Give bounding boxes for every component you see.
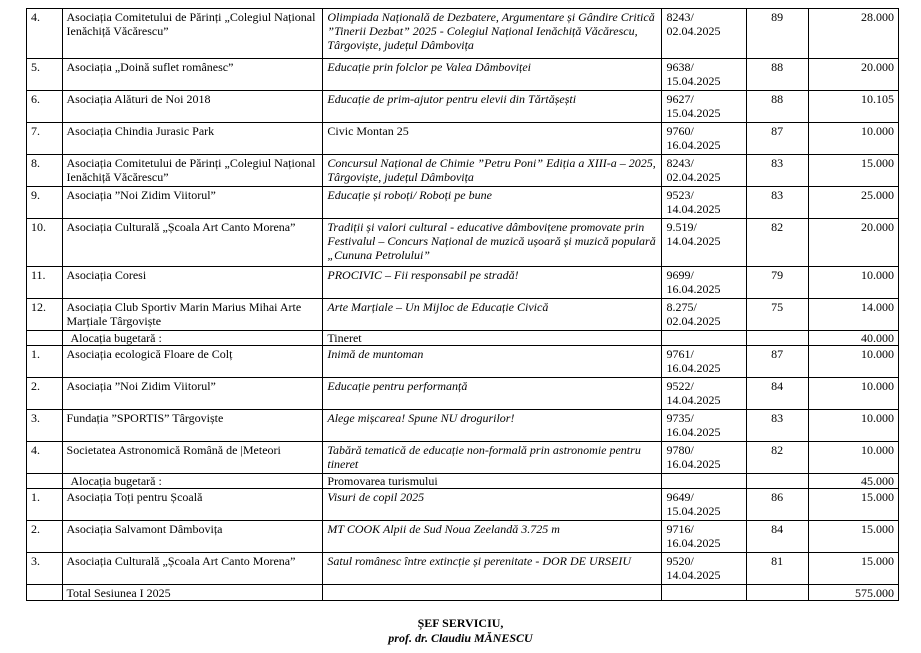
score: 89 [746, 9, 808, 59]
registration-number: 9627/ 15.04.2025 [662, 91, 746, 123]
row-number: 10. [27, 219, 63, 267]
total-amount: 575.000 [808, 585, 898, 601]
score: 83 [746, 155, 808, 187]
row-number: 3. [27, 410, 63, 442]
applicant-name: Asociația „Doină suflet românesc” [62, 59, 323, 91]
amount: 15.000 [808, 155, 898, 187]
allocation-row [27, 331, 899, 346]
empty-cell [662, 585, 746, 601]
allocation-row [27, 474, 899, 489]
row-number: 11. [27, 267, 63, 299]
registration-number: 9522/ 14.04.2025 [662, 378, 746, 410]
amount: 10.000 [808, 267, 898, 299]
registration-number: 8243/ 02.04.2025 [662, 155, 746, 187]
row-number: 7. [27, 123, 63, 155]
grants-table-body [27, 9, 899, 601]
empty-cell [746, 474, 808, 489]
score: 86 [746, 489, 808, 521]
project-title: Educație prin folclor pe Valea Dâmboviței [323, 59, 662, 91]
score: 83 [746, 410, 808, 442]
applicant-name: Societatea Astronomică Română de |Meteori [62, 442, 323, 474]
empty-cell [27, 474, 63, 489]
table-row [27, 410, 899, 442]
registration-number: 9735/ 16.04.2025 [662, 410, 746, 442]
table-row [27, 219, 899, 267]
row-number: 1. [27, 346, 63, 378]
row-number: 6. [27, 91, 63, 123]
row-number: 8. [27, 155, 63, 187]
applicant-name: Asociația Culturală „Școala Art Canto Morena” [62, 219, 323, 267]
applicant-name: Asociația Toți pentru Școală [62, 489, 323, 521]
registration-number: 9716/ 16.04.2025 [662, 521, 746, 553]
allocation-label: Alocația bugetară : [62, 474, 323, 489]
project-title: Olimpiada Națională de Dezbatere, Argumentare și Gândire Critică ”Tinerii Dezbat” 2025 - Colegiul Național Ienăchiță Văcărescu, Târgoviște, județul Dâmbovița [323, 9, 662, 59]
applicant-name: Asociația Chindia Jurasic Park [62, 123, 323, 155]
registration-number: 9780/ 16.04.2025 [662, 442, 746, 474]
amount: 10.000 [808, 378, 898, 410]
empty-cell [662, 474, 746, 489]
amount: 15.000 [808, 521, 898, 553]
project-title: Educație și roboți/ Roboți pe bune [323, 187, 662, 219]
amount: 20.000 [808, 219, 898, 267]
project-title: Concursul Național de Chimie ”Petru Poni” Ediția a XIII-a – 2025, Târgoviște, județul Dâmbovița [323, 155, 662, 187]
allocation-amount: 45.000 [808, 474, 898, 489]
empty-cell [27, 331, 63, 346]
row-number: 12. [27, 299, 63, 331]
registration-number: 9761/ 16.04.2025 [662, 346, 746, 378]
registration-number: 8.275/ 02.04.2025 [662, 299, 746, 331]
score: 84 [746, 378, 808, 410]
table-row [27, 299, 899, 331]
row-number: 2. [27, 521, 63, 553]
empty-cell [746, 331, 808, 346]
project-title: Educație pentru performanță [323, 378, 662, 410]
applicant-name: Fundația ”SPORTIS” Târgoviște [62, 410, 323, 442]
table-row [27, 9, 899, 59]
amount: 15.000 [808, 489, 898, 521]
total-row [27, 585, 899, 601]
table-row [27, 553, 899, 585]
project-title: Visuri de copil 2025 [323, 489, 662, 521]
registration-number: 9638/ 15.04.2025 [662, 59, 746, 91]
row-number: 2. [27, 378, 63, 410]
signature-name: prof. dr. Claudiu MĂNESCU [388, 631, 533, 645]
applicant-name: Asociația ecologică Floare de Colț [62, 346, 323, 378]
table-row [27, 59, 899, 91]
applicant-name: Asociația ”Noi Zidim Viitorul” [62, 187, 323, 219]
project-title: PROCIVIC – Fii responsabil pe stradă! [323, 267, 662, 299]
amount: 10.000 [808, 442, 898, 474]
table-row [27, 378, 899, 410]
project-title: Arte Marțiale – Un Mijloc de Educație Civică [323, 299, 662, 331]
registration-number: 9649/ 15.04.2025 [662, 489, 746, 521]
score: 75 [746, 299, 808, 331]
registration-number: 8243/ 02.04.2025 [662, 9, 746, 59]
row-number: 3. [27, 553, 63, 585]
amount: 10.105 [808, 91, 898, 123]
score: 88 [746, 59, 808, 91]
project-title: Civic Montan 25 [323, 123, 662, 155]
registration-number: 9760/ 16.04.2025 [662, 123, 746, 155]
score: 84 [746, 521, 808, 553]
applicant-name: Asociația Club Sportiv Marin Marius Mihai Arte Marțiale Târgoviște [62, 299, 323, 331]
registration-number: 9523/ 14.04.2025 [662, 187, 746, 219]
score: 88 [746, 91, 808, 123]
allocation-domain: Promovarea turismului [323, 474, 662, 489]
score: 82 [746, 219, 808, 267]
applicant-name: Asociația Comitetului de Părinți „Colegiul Național Ienăchiță Văcărescu” [62, 9, 323, 59]
table-row [27, 187, 899, 219]
row-number: 4. [27, 9, 63, 59]
row-number: 1. [27, 489, 63, 521]
applicant-name: Asociația Salvamont Dâmbovița [62, 521, 323, 553]
table-row [27, 267, 899, 299]
project-title: Inimă de muntoman [323, 346, 662, 378]
applicant-name: Asociația Coresi [62, 267, 323, 299]
applicant-name: Asociația Comitetului de Părinți „Colegiul Național Ienăchiță Văcărescu” [62, 155, 323, 187]
signature-title: ȘEF SERVICIU, [417, 616, 504, 630]
table-row [27, 123, 899, 155]
score: 83 [746, 187, 808, 219]
project-title: Educație de prim-ajutor pentru elevii din Tărtășești [323, 91, 662, 123]
amount: 28.000 [808, 9, 898, 59]
project-title: Tradiții și valori cultural - educative dâmbovițene promovate prin Festivalul – Concurs Național de muzică ușoară și muzică populară „Cununa Petrolului” [323, 219, 662, 267]
project-title: Alege mișcarea! Spune NU drogurilor! [323, 410, 662, 442]
grants-table [26, 8, 899, 601]
table-row [27, 346, 899, 378]
score: 87 [746, 123, 808, 155]
row-number: 4. [27, 442, 63, 474]
amount: 10.000 [808, 123, 898, 155]
table-row [27, 521, 899, 553]
applicant-name: Asociația ”Noi Zidim Viitorul” [62, 378, 323, 410]
registration-number: 9.519/ 14.04.2025 [662, 219, 746, 267]
table-row [27, 155, 899, 187]
amount: 20.000 [808, 59, 898, 91]
amount: 15.000 [808, 553, 898, 585]
allocation-amount: 40.000 [808, 331, 898, 346]
amount: 10.000 [808, 346, 898, 378]
amount: 10.000 [808, 410, 898, 442]
total-label: Total Sesiunea I 2025 [62, 585, 323, 601]
applicant-name: Asociația Alături de Noi 2018 [62, 91, 323, 123]
score: 87 [746, 346, 808, 378]
empty-cell [323, 585, 662, 601]
project-title: Satul românesc între extincție și perenitate - DOR DE URSEIU [323, 553, 662, 585]
row-number: 9. [27, 187, 63, 219]
score: 81 [746, 553, 808, 585]
table-row [27, 91, 899, 123]
empty-cell [27, 585, 63, 601]
table-row [27, 489, 899, 521]
allocation-label: Alocația bugetară : [62, 331, 323, 346]
table-row [27, 442, 899, 474]
amount: 25.000 [808, 187, 898, 219]
empty-cell [746, 585, 808, 601]
project-title: Tabără tematică de educație non-formală prin astronomie pentru tineret [323, 442, 662, 474]
score: 82 [746, 442, 808, 474]
allocation-domain: Tineret [323, 331, 662, 346]
project-title: MT COOK Alpii de Sud Noua Zeelandă 3.725 m [323, 521, 662, 553]
applicant-name: Asociația Culturală „Școala Art Canto Morena” [62, 553, 323, 585]
amount: 14.000 [808, 299, 898, 331]
registration-number: 9699/ 16.04.2025 [662, 267, 746, 299]
empty-cell [662, 331, 746, 346]
registration-number: 9520/ 14.04.2025 [662, 553, 746, 585]
row-number: 5. [27, 59, 63, 91]
score: 79 [746, 267, 808, 299]
